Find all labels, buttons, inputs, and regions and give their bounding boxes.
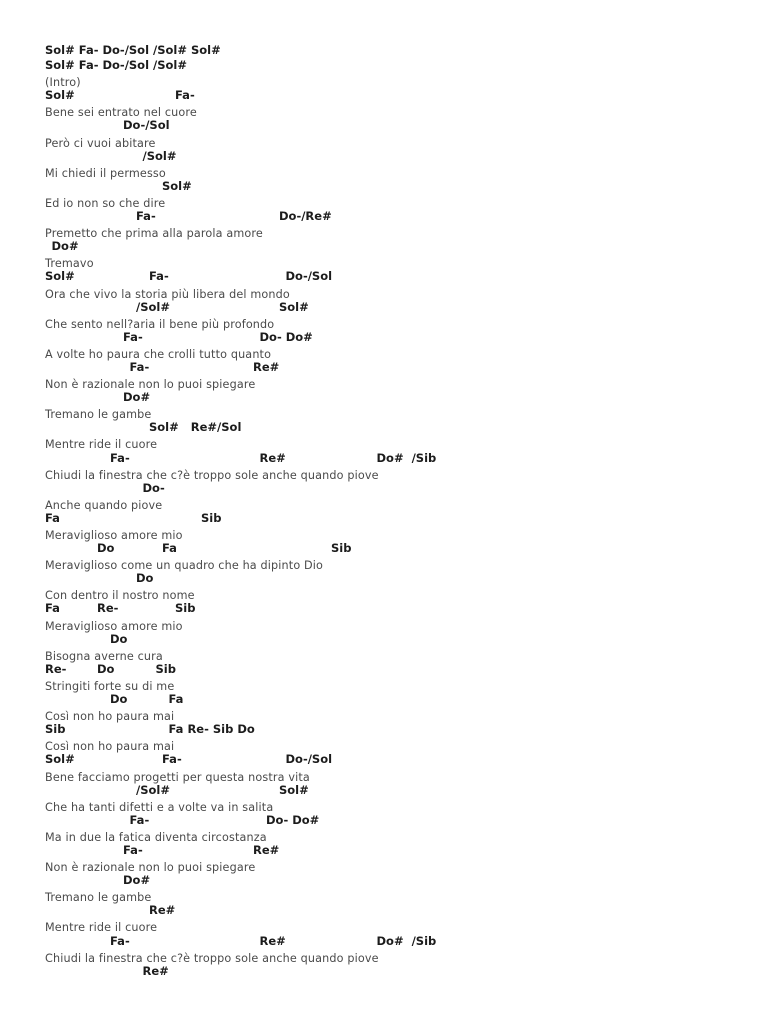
chord: Do# (51, 239, 79, 254)
lyric-text: Non è razionale non lo puoi spiegare (45, 378, 256, 392)
chord: Re# (253, 359, 280, 374)
chord: Fa- (129, 359, 150, 374)
chord-line (45, 692, 745, 707)
lyric-text: Tremavo (45, 257, 94, 271)
lyric-text: Anche quando piove (45, 498, 163, 512)
chord: Do (136, 571, 154, 586)
chord-line (45, 118, 745, 133)
lyric-text: Chiudi la finestra che c?è troppo sole anche quando piove (45, 951, 379, 965)
chord: Re- (45, 661, 67, 676)
lyric-line (45, 254, 745, 269)
chord: Sol# (162, 178, 192, 193)
chord: Fa (168, 692, 184, 707)
lyric-line (45, 103, 745, 118)
chord: Do (97, 661, 115, 676)
chord: /Sol# (136, 299, 170, 314)
lyric-text: Ed io non so che dire (45, 196, 166, 210)
chord-line (45, 571, 745, 586)
lyric-line (45, 798, 745, 813)
chord-line (45, 934, 745, 949)
chord-line (45, 300, 745, 315)
chord-line (45, 269, 745, 284)
chord: Fa- (149, 269, 169, 284)
lyric-line (45, 466, 745, 481)
chord-line (45, 752, 745, 767)
lyric-line (45, 647, 745, 662)
chord: Do-/Sol (285, 269, 333, 284)
lyric-text: (Intro) (45, 76, 81, 90)
chord: Do- Do# (266, 812, 320, 827)
chord-line (45, 360, 745, 375)
chord: Fa- (162, 752, 182, 767)
chord: Sib (155, 661, 176, 676)
chord: Sol# Fa- Do-/Sol /Sol# (45, 58, 187, 73)
chord-line (45, 632, 745, 647)
lyric-text: Mentre ride il cuore (45, 921, 158, 935)
lyric-text: Ma in due la fatica diventa circostanza (45, 830, 267, 844)
chord-line (45, 964, 745, 979)
chord-line (45, 58, 745, 73)
chord: Do-/Re# (279, 209, 332, 224)
lyric-line (45, 707, 745, 722)
lyric-line (45, 194, 745, 209)
lyric-line (45, 888, 745, 903)
lyric-line (45, 858, 745, 873)
lyric-line (45, 768, 745, 783)
lyric-line (45, 435, 745, 450)
chord: Do (110, 692, 128, 707)
chord: Re# (259, 450, 286, 465)
lyric-text: Premetto che prima alla parola amore (45, 227, 263, 241)
chord: Sol# (45, 88, 75, 103)
chord: Re# (253, 842, 280, 857)
chord: /Sol# (142, 148, 177, 163)
chord: Sol# (45, 269, 75, 284)
lyric-text: Così non ho paura mai (45, 710, 175, 724)
lyric-text: Chiudi la finestra che c?è troppo sole anche quando piove (45, 468, 379, 482)
lyric-text: Tremano le gambe (45, 408, 152, 422)
chord-line (45, 420, 745, 435)
chord: Sib (175, 601, 196, 616)
chord-line (45, 390, 745, 405)
lyric-line (45, 737, 745, 752)
chord: Do- Do# (259, 329, 313, 344)
chord: Do- (142, 480, 165, 495)
lyric-line (45, 949, 745, 964)
chord: Do (110, 631, 128, 646)
lyric-text: Però ci vuoi abitare (45, 136, 156, 150)
lyric-text: Mentre ride il cuore (45, 438, 158, 452)
lyric-text: Bene sei entrato nel cuore (45, 106, 197, 120)
chord-line (45, 451, 745, 466)
lyric-line (45, 134, 745, 149)
lyric-line (45, 556, 745, 571)
lyric-text: Che sento nell?aria il bene più profondo (45, 317, 275, 331)
lyric-text: Che ha tanti difetti e a volte va in salita (45, 800, 274, 814)
chord-line (45, 511, 745, 526)
chord-line (45, 88, 745, 103)
chord-line (45, 813, 745, 828)
lyric-line (45, 315, 745, 330)
chord: Do-/Sol (285, 752, 333, 767)
chord: /Sol# (136, 782, 170, 797)
lyric-line (45, 586, 745, 601)
chord: Sol# Re#/Sol (149, 420, 242, 435)
chord-line (45, 843, 745, 858)
chord: Fa- (136, 209, 156, 224)
chord: Sib (331, 541, 352, 556)
chord-line (45, 179, 745, 194)
lyric-text: Meraviglioso amore mio (45, 619, 183, 633)
chord-line (45, 481, 745, 496)
chord: Sol# (279, 299, 309, 314)
lyric-line (45, 677, 745, 692)
lyric-line (45, 828, 745, 843)
lyric-text: Ora che vivo la storia più libera del mondo (45, 287, 290, 301)
chord: Do# (123, 390, 151, 405)
chord-line (45, 239, 745, 254)
chord-line (45, 722, 745, 737)
chord-line (45, 43, 745, 58)
chord: Fa- (110, 450, 130, 465)
lyric-line (45, 918, 745, 933)
lyric-text: Mi chiedi il permesso (45, 166, 166, 180)
chord-line (45, 149, 745, 164)
chord-line (45, 783, 745, 798)
chord-sheet (45, 43, 745, 979)
chord: Sib (45, 722, 66, 737)
chord: Sol# (45, 752, 75, 767)
lyric-line (45, 526, 745, 541)
lyric-line (45, 345, 745, 360)
chord-line (45, 662, 745, 677)
chord: Re- (97, 601, 119, 616)
chord: Fa (45, 601, 60, 616)
lyric-line (45, 405, 745, 420)
lyric-text: Con dentro il nostro nome (45, 589, 195, 603)
chord: Fa Re- Sib Do (168, 722, 255, 737)
chord: Do# (123, 873, 151, 888)
chord: Do# /Sib (376, 933, 437, 948)
lyric-text: Meraviglioso come un quadro che ha dipinto Dio (45, 559, 324, 573)
lyric-text: Meraviglioso amore mio (45, 529, 183, 542)
chord: Fa (162, 541, 177, 556)
chord: Fa- (129, 812, 150, 827)
chord-line (45, 541, 745, 556)
lyric-text: Bisogna averne cura (45, 649, 163, 663)
chord: Re# (142, 963, 169, 978)
chord: Fa- (110, 933, 130, 948)
lyric-text: Così non ho paura mai (45, 740, 175, 754)
chord: Sib (201, 510, 222, 525)
chord: Do-/Sol (123, 118, 170, 133)
chord: Do (97, 541, 115, 556)
chord: Fa (45, 510, 60, 525)
chord: Fa- (123, 842, 143, 857)
chord: Do# /Sib (376, 450, 437, 465)
chord-line (45, 903, 745, 918)
chord: Fa- (175, 88, 195, 103)
lyric-line (45, 73, 745, 88)
chord-line (45, 601, 745, 616)
lyric-line (45, 224, 745, 239)
chord-line (45, 209, 745, 224)
lyric-text: Tremano le gambe (45, 891, 152, 905)
lyric-line (45, 164, 745, 179)
lyric-text: Stringiti forte su di me (45, 679, 175, 693)
chord: Fa- (123, 329, 143, 344)
chord: Re# (259, 933, 286, 948)
lyric-text: Bene facciamo progetti per questa nostra vita (45, 770, 310, 784)
chord-line (45, 330, 745, 345)
lyric-line (45, 285, 745, 300)
lyric-text: A volte ho paura che crolli tutto quanto (45, 347, 272, 361)
lyric-text: Non è razionale non lo puoi spiegare (45, 861, 256, 875)
chord: Re# (149, 903, 176, 918)
chord: Sol# Fa- Do-/Sol /Sol# Sol# (45, 43, 221, 57)
lyric-line (45, 617, 745, 632)
chord: Sol# (279, 782, 309, 797)
chord-line (45, 873, 745, 888)
lyric-line (45, 375, 745, 390)
lyric-line (45, 496, 745, 511)
